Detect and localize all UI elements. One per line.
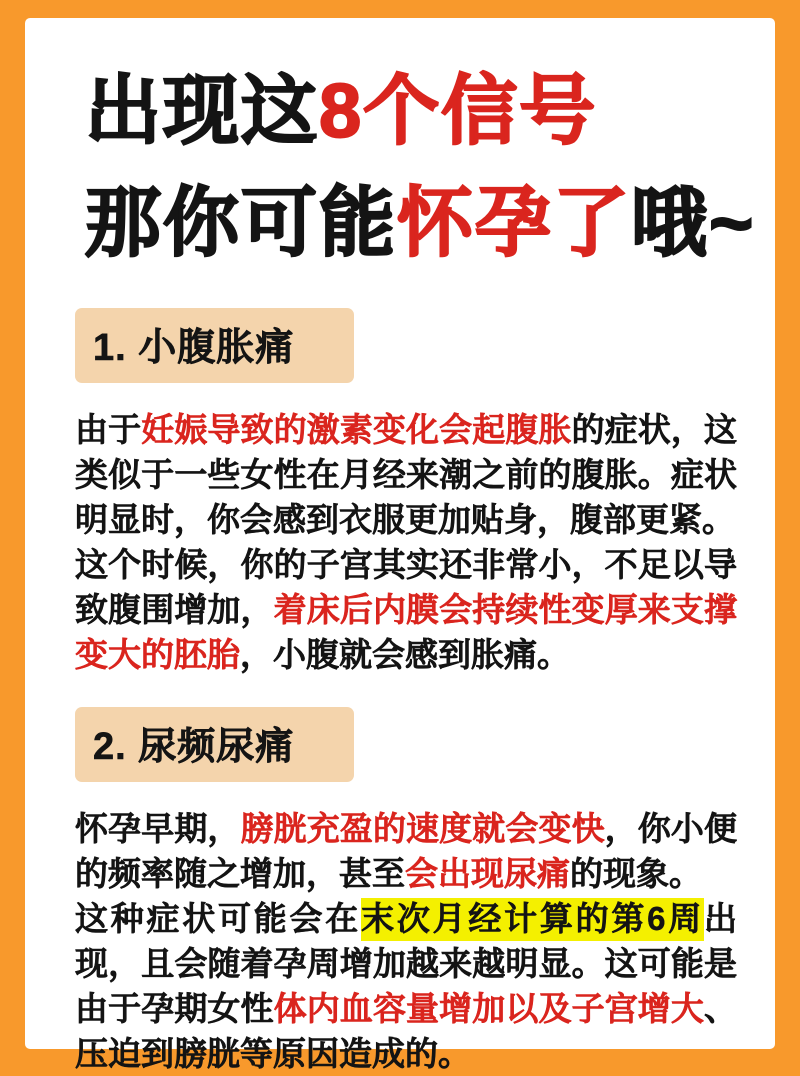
text-segment: ，小腹就会感到胀痛。 [240,636,570,673]
text-segment: 、压迫到膀胱等原因造成的。 [75,990,738,1072]
text-segment: 哦~ [631,181,756,266]
paragraph [75,542,737,677]
poster-card [25,18,775,1072]
text-segment: 出现，且会随着孕周增加越来越明显。这可能是由于孕期女性 [75,900,737,1027]
section-urinary-frequency [75,677,738,1076]
page-title [85,56,756,280]
text-segment: 这种症状可能会在 [75,900,362,937]
section-2-body [75,806,737,1076]
paragraph [75,896,737,1076]
section-1-heading: 1. 小腹胀痛 [75,308,354,383]
text-segment: ，你小便的频率随之增加，甚至 [75,810,738,892]
section-abdominal-bloating [75,280,738,677]
title-line-1 [85,56,735,168]
text-segment: 怀孕早期， [75,810,241,847]
title-line-2 [85,168,756,280]
paragraph [75,407,737,542]
text-segment: 怀孕了 [397,181,631,266]
section-1-body [75,407,737,677]
text-segment: 8个信号 [319,69,598,154]
section-2-heading: 2. 尿频尿痛 [75,707,354,782]
text-segment: 体内血容量增加以及子宫增大 [273,990,705,1027]
text-segment: 会出现尿痛 [405,855,570,892]
text-segment: 妊娠导致的激素变化会起腹胀 [141,411,572,448]
text-segment: 的症状，这类似于一些女性在月经来潮之前的腹胀。症状明显时，你会感到衣服更加贴身，腹部更紧。 [75,411,738,538]
text-segment: 着床后内膜会持续性变厚来支撑变大的胚胎 [75,591,738,673]
text-segment: 末次月经计算的第6周 [361,898,704,941]
text-segment: 这个时候，你的子宫其实还非常小，不足以导致腹围增加， [75,546,737,628]
text-segment: 由于 [75,411,142,448]
text-segment: 那你可能 [85,181,397,266]
text-segment: 出现这 [85,69,319,154]
paragraph [75,806,737,896]
text-segment: 的现象。 [570,855,702,892]
text-segment: 膀胱充盈的速度就会变快 [240,810,605,847]
